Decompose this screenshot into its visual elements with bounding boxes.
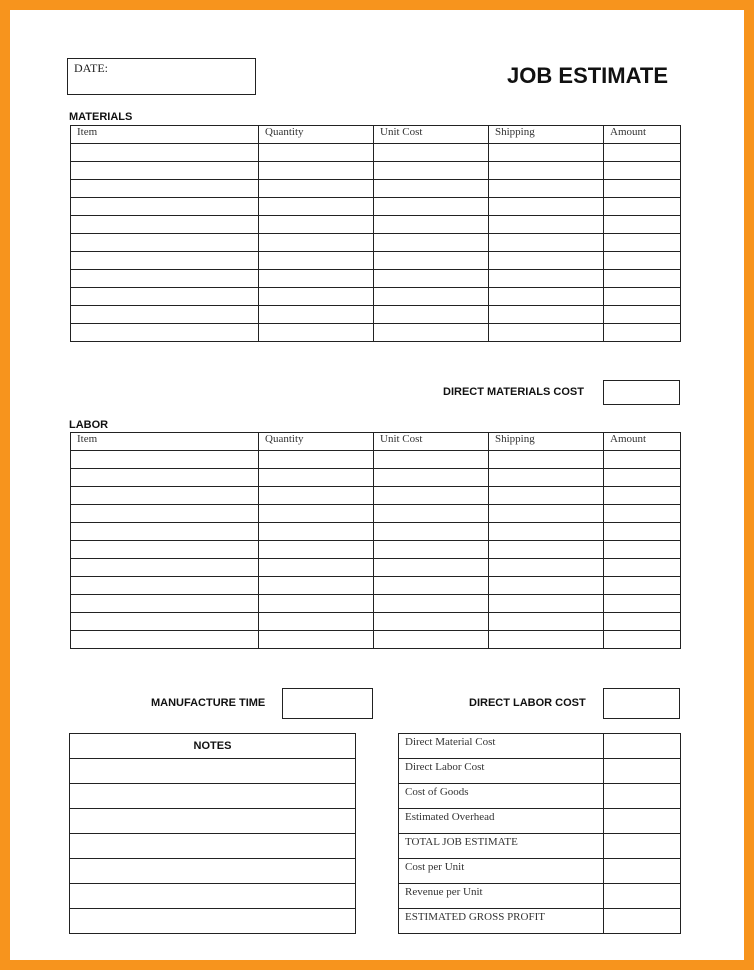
labor-cell-shipping[interactable] <box>489 451 604 469</box>
notes-row <box>70 784 356 809</box>
materials-cell-amount[interactable] <box>604 216 681 234</box>
summary-label: Cost per Unit <box>399 859 604 884</box>
labor-cell-quantity[interactable] <box>259 613 374 631</box>
materials-cell-unit-cost[interactable] <box>374 234 489 252</box>
summary-label: Cost of Goods <box>399 784 604 809</box>
notes-row <box>70 859 356 884</box>
summary-value-field[interactable] <box>604 809 681 834</box>
labor-cell-item[interactable] <box>71 631 259 649</box>
summary-row <box>399 884 681 909</box>
labor-row <box>71 505 681 523</box>
labor-row <box>71 451 681 469</box>
summary-label: TOTAL JOB ESTIMATE <box>399 834 604 859</box>
labor-row <box>71 469 681 487</box>
labor-cell-item[interactable] <box>71 613 259 631</box>
labor-cell-quantity[interactable] <box>259 523 374 541</box>
summary-label: Revenue per Unit <box>399 884 604 909</box>
labor-row <box>71 631 681 649</box>
labor-cell-quantity[interactable] <box>259 595 374 613</box>
direct-labor-cost-label: DIRECT LABOR COST <box>469 697 586 709</box>
materials-row <box>71 288 681 306</box>
labor-cell-unit-cost[interactable] <box>374 487 489 505</box>
labor-row <box>71 487 681 505</box>
materials-cell-amount[interactable] <box>604 144 681 162</box>
summary-value-field[interactable] <box>604 859 681 884</box>
labor-row <box>71 523 681 541</box>
labor-cell-amount[interactable] <box>604 613 681 631</box>
materials-cell-amount[interactable] <box>604 270 681 288</box>
materials-cell-quantity[interactable] <box>259 270 374 288</box>
materials-cell-quantity[interactable] <box>259 198 374 216</box>
manufacture-time-field[interactable] <box>282 688 373 719</box>
materials-col-item: Item <box>71 126 259 144</box>
materials-cell-quantity[interactable] <box>259 162 374 180</box>
labor-cell-quantity[interactable] <box>259 451 374 469</box>
materials-cell-shipping[interactable] <box>489 144 604 162</box>
labor-cell-item[interactable] <box>71 469 259 487</box>
labor-cell-unit-cost[interactable] <box>374 505 489 523</box>
labor-cell-item[interactable] <box>71 577 259 595</box>
labor-cell-amount[interactable] <box>604 505 681 523</box>
labor-cell-shipping[interactable] <box>489 577 604 595</box>
labor-cell-item[interactable] <box>71 523 259 541</box>
labor-cell-item[interactable] <box>71 487 259 505</box>
materials-cell-shipping[interactable] <box>489 162 604 180</box>
labor-col-shipping: Shipping <box>489 433 604 451</box>
notes-line[interactable] <box>70 809 356 834</box>
summary-label: Direct Material Cost <box>399 734 604 759</box>
materials-cell-unit-cost[interactable] <box>374 324 489 342</box>
materials-cell-amount[interactable] <box>604 198 681 216</box>
labor-cell-unit-cost[interactable] <box>374 613 489 631</box>
materials-cell-unit-cost[interactable] <box>374 162 489 180</box>
materials-cell-quantity[interactable] <box>259 252 374 270</box>
labor-cell-amount[interactable] <box>604 559 681 577</box>
materials-cell-item[interactable] <box>71 198 259 216</box>
labor-cell-amount[interactable] <box>604 577 681 595</box>
labor-cell-item[interactable] <box>71 595 259 613</box>
notes-line[interactable] <box>70 834 356 859</box>
materials-cell-shipping[interactable] <box>489 324 604 342</box>
summary-label: Estimated Overhead <box>399 809 604 834</box>
notes-row <box>70 834 356 859</box>
labor-cell-unit-cost[interactable] <box>374 541 489 559</box>
labor-cell-amount[interactable] <box>604 487 681 505</box>
labor-cell-amount[interactable] <box>604 523 681 541</box>
materials-cell-unit-cost[interactable] <box>374 180 489 198</box>
summary-row <box>399 784 681 809</box>
summary-row <box>399 734 681 759</box>
materials-cell-quantity[interactable] <box>259 216 374 234</box>
materials-cell-quantity[interactable] <box>259 288 374 306</box>
direct-labor-cost-field[interactable] <box>603 688 680 719</box>
materials-cell-amount[interactable] <box>604 180 681 198</box>
labor-cell-shipping[interactable] <box>489 505 604 523</box>
labor-cell-unit-cost[interactable] <box>374 451 489 469</box>
labor-col-item: Item <box>71 433 259 451</box>
materials-cell-shipping[interactable] <box>489 270 604 288</box>
labor-cell-unit-cost[interactable] <box>374 559 489 577</box>
materials-cell-shipping[interactable] <box>489 306 604 324</box>
materials-cell-shipping[interactable] <box>489 252 604 270</box>
materials-col-amount: Amount <box>604 126 681 144</box>
materials-cell-item[interactable] <box>71 234 259 252</box>
notes-row <box>70 809 356 834</box>
materials-cell-amount[interactable] <box>604 306 681 324</box>
labor-cell-shipping[interactable] <box>489 631 604 649</box>
labor-cell-shipping[interactable] <box>489 487 604 505</box>
notes-line[interactable] <box>70 859 356 884</box>
labor-col-unit-cost: Unit Cost <box>374 433 489 451</box>
notes-row <box>70 759 356 784</box>
summary-value-field[interactable] <box>604 759 681 784</box>
materials-cell-item[interactable] <box>71 324 259 342</box>
materials-cell-shipping[interactable] <box>489 198 604 216</box>
labor-cell-amount[interactable] <box>604 631 681 649</box>
summary-row <box>399 859 681 884</box>
labor-cell-unit-cost[interactable] <box>374 595 489 613</box>
notes-heading: NOTES <box>70 734 356 759</box>
materials-cell-amount[interactable] <box>604 252 681 270</box>
labor-cell-quantity[interactable] <box>259 541 374 559</box>
materials-cell-amount[interactable] <box>604 324 681 342</box>
labor-cell-amount[interactable] <box>604 451 681 469</box>
materials-row <box>71 162 681 180</box>
labor-cell-unit-cost[interactable] <box>374 631 489 649</box>
materials-cell-shipping[interactable] <box>489 288 604 306</box>
materials-cell-shipping[interactable] <box>489 180 604 198</box>
materials-row <box>71 270 681 288</box>
summary-row <box>399 759 681 784</box>
materials-row <box>71 216 681 234</box>
materials-cell-item[interactable] <box>71 288 259 306</box>
labor-row <box>71 541 681 559</box>
labor-cell-quantity[interactable] <box>259 487 374 505</box>
date-label: DATE: <box>74 61 108 75</box>
materials-cell-item[interactable] <box>71 252 259 270</box>
materials-cell-item[interactable] <box>71 180 259 198</box>
summary-row <box>399 809 681 834</box>
summary-value-field[interactable] <box>604 909 681 934</box>
materials-cell-quantity[interactable] <box>259 306 374 324</box>
notes-table <box>69 733 356 934</box>
materials-cell-item[interactable] <box>71 270 259 288</box>
materials-cell-unit-cost[interactable] <box>374 198 489 216</box>
summary-label: Direct Labor Cost <box>399 759 604 784</box>
labor-cell-item[interactable] <box>71 541 259 559</box>
summary-value-field[interactable] <box>604 734 681 759</box>
materials-cell-amount[interactable] <box>604 234 681 252</box>
labor-cell-quantity[interactable] <box>259 505 374 523</box>
materials-cell-item[interactable] <box>71 162 259 180</box>
materials-cell-quantity[interactable] <box>259 324 374 342</box>
labor-cell-quantity[interactable] <box>259 559 374 577</box>
materials-cell-unit-cost[interactable] <box>374 144 489 162</box>
summary-row <box>399 909 681 934</box>
materials-col-quantity: Quantity <box>259 126 374 144</box>
materials-cell-unit-cost[interactable] <box>374 270 489 288</box>
materials-table <box>70 125 681 342</box>
labor-cell-unit-cost[interactable] <box>374 577 489 595</box>
manufacture-time-label: MANUFACTURE TIME <box>151 697 266 709</box>
materials-cell-quantity[interactable] <box>259 144 374 162</box>
materials-cell-quantity[interactable] <box>259 180 374 198</box>
labor-cell-item[interactable] <box>71 451 259 469</box>
materials-cell-unit-cost[interactable] <box>374 288 489 306</box>
materials-row <box>71 306 681 324</box>
summary-value-field[interactable] <box>604 784 681 809</box>
notes-row <box>70 884 356 909</box>
summary-value-field[interactable] <box>604 834 681 859</box>
materials-cell-unit-cost[interactable] <box>374 252 489 270</box>
materials-cell-item[interactable] <box>71 144 259 162</box>
materials-cell-amount[interactable] <box>604 162 681 180</box>
materials-cell-item[interactable] <box>71 306 259 324</box>
labor-table <box>70 432 681 649</box>
labor-cell-shipping[interactable] <box>489 541 604 559</box>
materials-cell-item[interactable] <box>71 216 259 234</box>
labor-cell-shipping[interactable] <box>489 469 604 487</box>
notes-row <box>70 909 356 934</box>
direct-materials-cost-field[interactable] <box>603 380 680 405</box>
labor-row <box>71 613 681 631</box>
materials-row <box>71 180 681 198</box>
materials-section-label: MATERIALS <box>69 111 133 123</box>
page-title: JOB ESTIMATE <box>507 63 668 88</box>
estimate-sheet <box>10 10 744 960</box>
materials-row <box>71 324 681 342</box>
labor-cell-shipping[interactable] <box>489 559 604 577</box>
labor-cell-item[interactable] <box>71 559 259 577</box>
materials-cell-shipping[interactable] <box>489 234 604 252</box>
summary-value-field[interactable] <box>604 884 681 909</box>
labor-cell-amount[interactable] <box>604 595 681 613</box>
labor-cell-shipping[interactable] <box>489 523 604 541</box>
labor-cell-shipping[interactable] <box>489 595 604 613</box>
summary-label: ESTIMATED GROSS PROFIT <box>399 909 604 934</box>
labor-row <box>71 595 681 613</box>
direct-materials-cost-label: DIRECT MATERIALS COST <box>443 386 584 398</box>
date-field[interactable] <box>67 58 256 95</box>
labor-cell-quantity[interactable] <box>259 469 374 487</box>
notes-line[interactable] <box>70 784 356 809</box>
labor-cell-unit-cost[interactable] <box>374 469 489 487</box>
labor-cell-shipping[interactable] <box>489 613 604 631</box>
materials-row <box>71 252 681 270</box>
summary-row <box>399 834 681 859</box>
materials-col-unit-cost: Unit Cost <box>374 126 489 144</box>
materials-row <box>71 234 681 252</box>
notes-line[interactable] <box>70 909 356 934</box>
labor-row <box>71 559 681 577</box>
labor-cell-item[interactable] <box>71 505 259 523</box>
materials-cell-unit-cost[interactable] <box>374 306 489 324</box>
summary-table <box>398 733 681 934</box>
labor-cell-unit-cost[interactable] <box>374 523 489 541</box>
labor-col-quantity: Quantity <box>259 433 374 451</box>
labor-cell-quantity[interactable] <box>259 577 374 595</box>
labor-cell-amount[interactable] <box>604 541 681 559</box>
materials-row <box>71 144 681 162</box>
materials-cell-amount[interactable] <box>604 288 681 306</box>
notes-line[interactable] <box>70 884 356 909</box>
labor-cell-amount[interactable] <box>604 469 681 487</box>
labor-col-amount: Amount <box>604 433 681 451</box>
materials-cell-shipping[interactable] <box>489 216 604 234</box>
materials-cell-unit-cost[interactable] <box>374 216 489 234</box>
labor-row <box>71 577 681 595</box>
labor-cell-quantity[interactable] <box>259 631 374 649</box>
materials-col-shipping: Shipping <box>489 126 604 144</box>
materials-row <box>71 198 681 216</box>
materials-cell-quantity[interactable] <box>259 234 374 252</box>
notes-line[interactable] <box>70 759 356 784</box>
labor-section-label: LABOR <box>69 419 109 431</box>
